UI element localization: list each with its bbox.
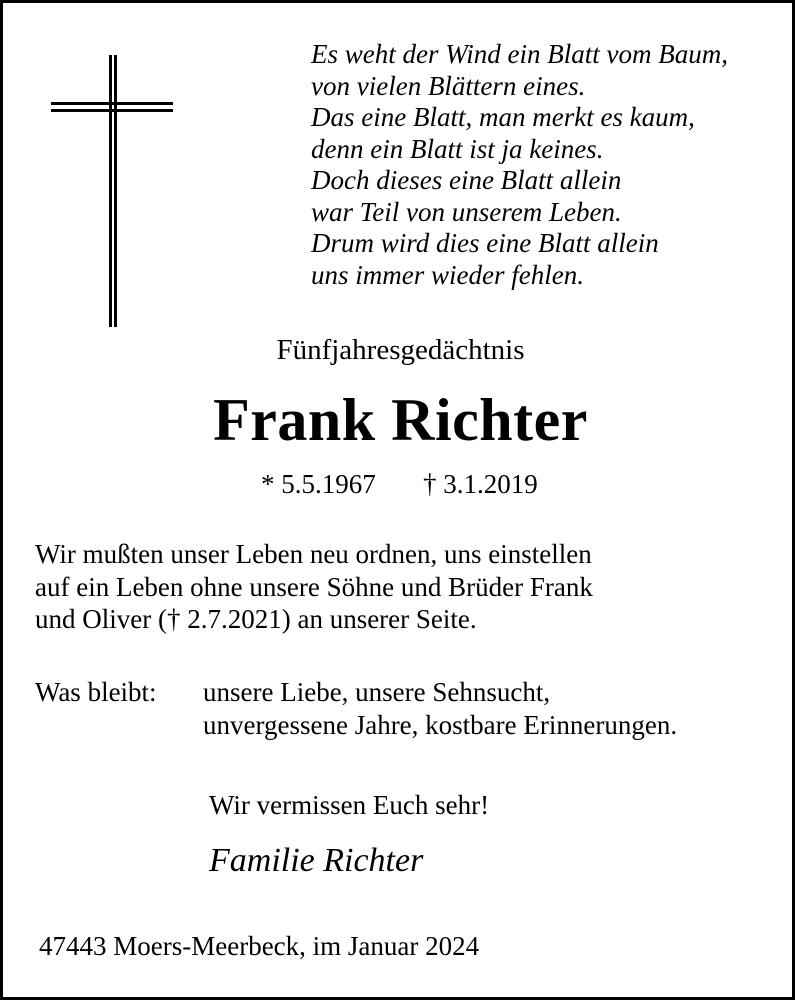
message-line: auf ein Leben ohne unsere Söhne und Brüder Frank: [35, 571, 593, 602]
message-line: und Oliver († 2.7.2021) an unserer Seite.: [35, 604, 477, 634]
poem-line: Das eine Blatt, man merkt es kaum,: [311, 102, 695, 132]
message-line: Wir mußten unser Leben neu ordnen, uns einstellen: [35, 539, 592, 569]
poem-line: Es weht der Wind ein Blatt vom Baum,: [311, 39, 728, 69]
family-signature: Familie Richter: [209, 842, 424, 879]
poem-line: Drum wird dies eine Blatt allein: [311, 228, 659, 258]
memorial-subtitle: Fünfjahresgedächtnis: [276, 334, 525, 366]
death-date: † 3.1.2019: [423, 469, 538, 499]
remains-list: [203, 676, 677, 742]
cross-icon: [51, 55, 175, 331]
poem-line: Doch dieses eine Blatt allein: [311, 165, 622, 195]
poem-line: denn ein Blatt ist ja keines.: [311, 133, 604, 164]
message-paragraph: [35, 538, 593, 636]
poem: [311, 39, 728, 291]
poem-line: war Teil von unserem Leben.: [311, 196, 622, 227]
remains-line: unvergessene Jahre, kostbare Erinnerungen.: [203, 710, 678, 740]
remains-label: Was bleibt:: [35, 677, 157, 707]
poem-line: von vielen Blättern eines.: [311, 70, 586, 101]
poem-line: uns immer wieder fehlen.: [311, 259, 584, 290]
deceased-name: Frank Richter: [213, 387, 588, 453]
birth-date: * 5.5.1967: [261, 469, 376, 499]
place-and-date: 47443 Moers-Meerbeck, im Januar 2024: [39, 931, 480, 961]
remains-line: unsere Liebe, unsere Sehnsucht,: [203, 677, 551, 707]
closing-message: Wir vermissen Euch sehr!: [209, 790, 490, 820]
